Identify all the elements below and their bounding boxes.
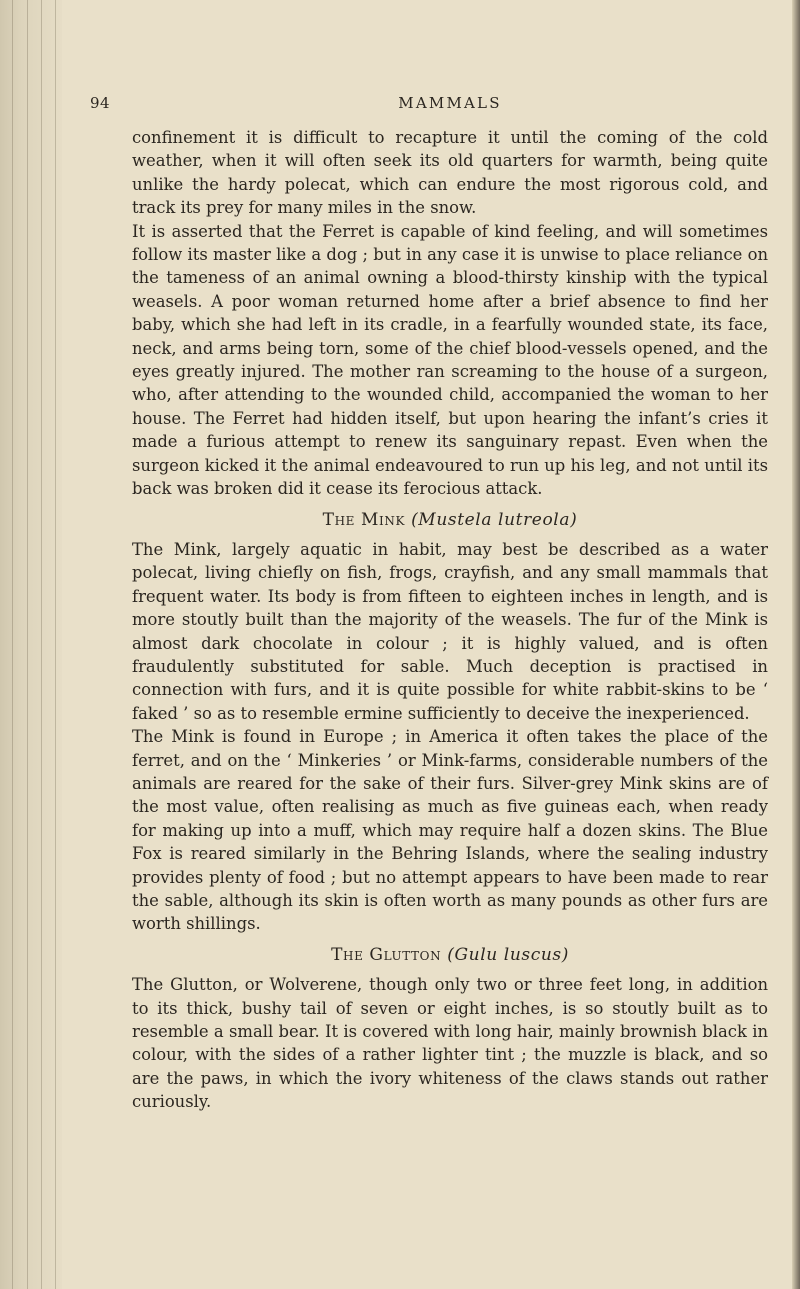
page-header bbox=[90, 90, 768, 122]
paragraph: The Mink, largely aquatic in habit, may best be described as a water polecat, living chiefly on fish, frogs, crayfish, and any small mammals that frequent water. Its body is from fifteen to eighteen inches in length, and is more stoutly built than the majority of the weasels. The fur of the Mink is almost dark chocolate in colour ; it is highly valued, and is often fraudulently substituted for sable. Much deception is practised in connection with furs, and it is quite possible for white rabbit-skins to be ‘ faked ’ so as to resemble ermine sufficiently to deceive the inexperienced. bbox=[132, 539, 768, 723]
binding-gutter bbox=[0, 0, 62, 1289]
heading-common-name: The Glutton bbox=[331, 944, 442, 965]
gutter-line bbox=[55, 0, 56, 1289]
heading-latin-name: (Mustela lutreola) bbox=[411, 509, 578, 530]
gutter-line bbox=[27, 0, 28, 1289]
paragraph: The Mink is found in Europe ; in America it often takes the place of the ferret, and on the ‘ Minkeries ’ or Mink-farms, considerable numbers of the animals are reared for the sake of their furs. Silver-grey Mink skins are of the most value, often realising as much as five guineas each, when ready for making up into a muff, which may require half a dozen skins. The Blue Fox is reared similarly in the Behring Islands, where the sealing industry provides plenty of food ; but no attempt appears to have been made to rear the sable, although its skin is often worth as many pounds as other furs are worth shillings. bbox=[132, 727, 768, 934]
page-number: 94 bbox=[90, 94, 111, 112]
gutter-line bbox=[12, 0, 13, 1289]
heading-common-name: The Mink bbox=[322, 509, 406, 530]
paragraph: confinement it is difficult to recapture it until the coming of the cold weather, when it will often seek its old quarters for warmth, being quite unlike the hardy polecat, which can endure the most rigorous cold, and track its prey for many miles in the snow. bbox=[132, 128, 768, 218]
body-text bbox=[132, 126, 768, 1114]
paragraph: It is asserted that the Ferret is capable of kind feeling, and will sometimes follow its master like a dog ; but in any case it is unwise to place reliance on the tameness of an animal owning a blood-thirsty kinship with the typical weasels. A poor woman returned home after a brief absence to find her baby, which she had left in its cradle, in a fearfully wounded state, its face, neck, and arms being torn, some of the chief blood-vessels opened, and the eyes greatly injured. The mother ran screaming to the house of a surgeon, who, after attending to the wounded child, accompanied the woman to her house. The Ferret had hidden itself, but upon hearing the infant’s cries it made a furious attempt to renew its sanguinary repast. Even when the surgeon kicked it the animal endeavoured to run up his leg, and not until its back was broken did it cease its ferocious attack. bbox=[132, 221, 768, 499]
heading-latin-name: (Gulu luscus) bbox=[447, 944, 569, 965]
paragraph: The Glutton, or Wolverene, though only two or three feet long, in addition to its thick, bushy tail of seven or eight inches, is so stoutly built as to resemble a small bear. It is covered with long hair, mainly brownish black in colour, with the sides of a rather lighter tint ; the muzzle is black, and so are the paws, in which the ivory whiteness of the claws stands out rather curiously. bbox=[132, 975, 768, 1112]
page-edge-shadow bbox=[792, 0, 800, 1289]
gutter-line bbox=[41, 0, 42, 1289]
book-page bbox=[90, 90, 768, 1200]
running-head: MAMMALS bbox=[398, 94, 502, 112]
section-heading-mink bbox=[132, 509, 768, 532]
section-heading-glutton bbox=[132, 944, 768, 967]
